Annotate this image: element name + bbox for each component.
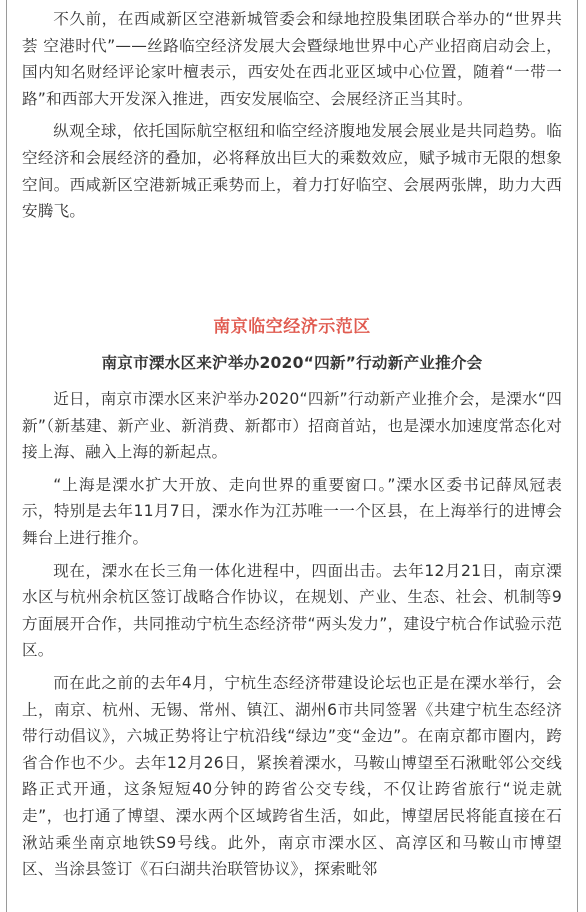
body-paragraph-4: 而在此之前的去年4月，宁杭生态经济带建设论坛也正是在溧水举行，会上，南京、杭州、无锡、常州、镇江、湖州6市共同签署《共建宁杭生态经济带行动倡议》，六城正势将让宁杭沿线“绿边”变“金边”。在南京都市圈内，跨省合作也不少。去年12月26日，紧挨着溧水，马鞍山博望至石湫毗邻公交线路正式开通，这条短短40分钟的跨省公交专线，不仅让跨省旅行“说走就走”，也打通了博望、溧水两个区域跨省生活，如此，博望居民将能直接在石湫站乘坐南京地铁S9号线。此外，南京市溧水区、高淳区和马鞍山市博望区、当涂县签订《石臼湖共治联管协议》，探索毗邻: [22, 673, 562, 879]
article-title: 南京市溧水区来沪举办2020“四新”行动新产业推介会: [101, 354, 483, 372]
intro-paragraph-1: 不久前，在西咸新区空港新城管委会和绿地控股集团联合举办的“世界共荟 空港时代”——丝路临空经济发展大会暨绿地世界中心产业招商启动会上，国内知名财经评论家叶檀表示，西安处在西北亚区域中心位置，随着“一带一路”和西部大开发深入推进，西安发展临空、会展经济正当其时。: [22, 10, 562, 108]
body-section: [22, 386, 562, 889]
body-paragraph-1: 近日，南京市溧水区来沪举办2020“四新”行动新产业推介会，是溧水“四新”（新基建、新产业、新消费、新都市）招商首站，也是溧水加速度常态化对接上海、融入上海的新起点。: [22, 390, 562, 462]
section-heading: 南京临空经济示范区: [213, 317, 371, 337]
intro-paragraph-2: 纵观全球，依托国际航空枢纽和临空经济腹地发展会展业是共同趋势。临空经济和会展经济的叠加，必将释放出巨大的乘数效应，赋予城市无限的想象空间。西咸新区空港新城正乘势而上，着力打好临空、会展两张牌，助力大西安腾飞。: [22, 122, 562, 221]
body-paragraph-2: “上海是溧水扩大开放、走向世界的重要窗口。”溧水区委书记薛凤冠表示，特别是去年11月7日，溧水作为江苏唯一一个区县，在上海举行的进博会舞台上进行推介。: [22, 475, 562, 547]
body-paragraph-3: 现在，溧水在长三角一体化进程中，四面出击。去年12月21日，南京溧水区与杭州余杭区签订战略合作协议，在规划、产业、生态、社会、机制等9方面展开合作，共同推动宁杭生态经济带“两头发力”，建设宁杭合作试验示范区。: [22, 561, 562, 660]
intro-section: [22, 6, 562, 231]
